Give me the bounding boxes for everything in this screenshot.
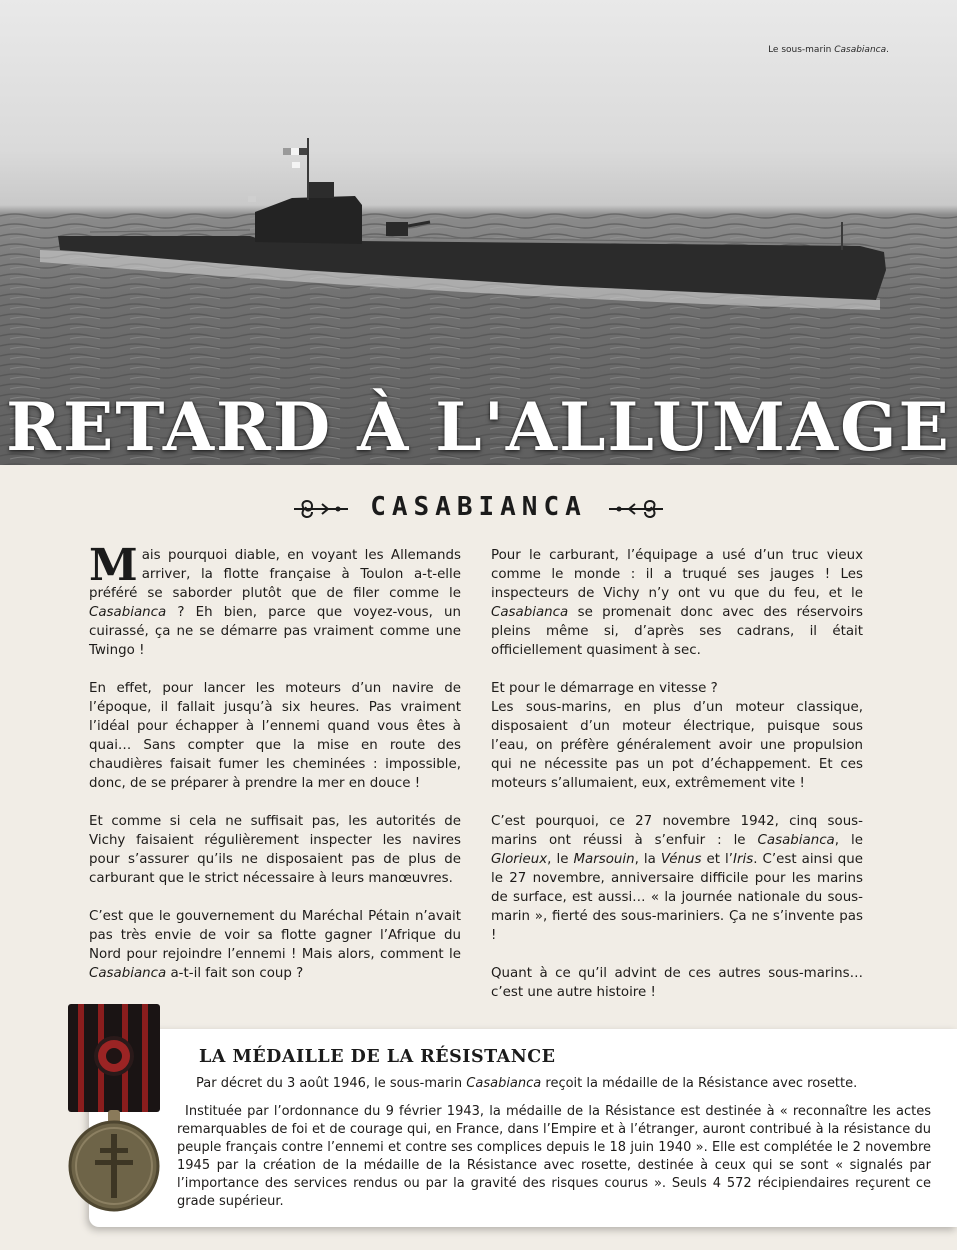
paragraph: C’est pourquoi, ce 27 novembre 1942, cinq sous-marins ont réussi à s’enfuir : le Casabianca, le Glorieux, le Marsouin, la Vénus et l’Iris. C’est ainsi que le 27 novembre, anniversaire difficile pour les marins de surface, est aussi… « la journée nationale du sous-marin », fierté des sous-mariniers. Ça ne s’invente pas ! <box>491 814 864 943</box>
box-lead: Par décret du 3 août 1946, le sous-marin Casabianca reçoit la médaille de la Résistance avec rosette. <box>196 1076 858 1091</box>
paragraph: Et comme si cela ne suffisait pas, les autorités de Vichy faisaient régulièrement inspecter les navires pour s’assurer qu’ils ne disposaient pas de plus de carburant que le strict nécessaire à leurs manœuvres. <box>89 814 461 886</box>
right-ornament-icon <box>607 494 665 524</box>
subtitle-row <box>0 490 957 530</box>
paragraph: C’est que le gouvernement du Maréchal Pétain n’avait pas très envie de voir sa flotte gagner l’Afrique du Nord pour rejoindre l’ennemi ! Mais alors, comment le Casabianca a-t-il fait son coup ? <box>89 909 461 981</box>
submarine-photo <box>0 0 957 465</box>
photo-caption: Le sous-marin Casabianca. <box>768 45 889 55</box>
right-column <box>491 546 863 1021</box>
drop-cap: M <box>89 540 138 591</box>
medal-info-box <box>89 1029 957 1227</box>
box-title: LA MÉDAILLE DE LA RÉSISTANCE <box>199 1047 556 1067</box>
paragraph: Et pour le démarrage en vitesse ? Les sous-marins, en plus d’un moteur classique, disposaient d’un moteur électrique, puisque sous l’eau, on préfère généralement avoir une propulsion qui ne nécessite pas un pot d’échappement. Et ces moteurs s’allumaient, eux, extrêmement vite ! <box>491 681 863 791</box>
medal-icon <box>60 1004 168 1214</box>
paragraph: Quant à ce qu’il advint de ces autres sous-marins… c’est une autre histoire ! <box>491 966 863 1000</box>
paragraph: Pour le carburant, l’équipage a usé d’un truc vieux comme le monde : il a truqué ses jauges ! Les inspecteurs de Vichy n’y ont vu que du feu, et le Casabianca se promenait donc avec des réservoirs pleins même si, d’après ses cadrans, il était officiellement quasiment à sec. <box>491 548 863 658</box>
paragraph: En effet, pour lancer les moteurs d’un navire de l’époque, il fallait jusqu’à six heures. Pas vraiment l’idéal pour échapper à l’ennemi quand vous êtes à quai… Sans compter que la mise en route des chaudières faisait fumer les cheminées : impossible, donc, de se préparer à prendre la mer en douce ! <box>89 681 461 791</box>
page-title: RETARD À L'ALLUMAGE <box>6 388 951 465</box>
paragraph: Mais pourquoi diable, en voyant les Allemands arriver, la flotte française à Toulon a-t-elle préféré se saborder plutôt que de filer comme le Casabianca ? Eh bien, parce que voyez-vous, un cuirassé, ça ne se démarre pas vraiment comme une Twingo ! <box>89 540 461 658</box>
left-column <box>89 540 461 1002</box>
subtitle: CASABIANCA <box>370 492 587 522</box>
box-body: Instituée par l’ordonnance du 9 février 1943, la médaille de la Résistance est destinée à « reconnaître les actes remarquables de foi et de courage qui, en France, dans l’Empire et à l’étranger, auront contribué à la résistance du peuple français contre l’ennemi et contre ses complices depuis le 18 juin 1940 ». Elle est complétée le 2 novembre 1945 par la création de la médaille de la Résistance avec rosette, destinée à ceux qui se sont « signalés par l’importance des services rendus ou par la gravité des risques courus ». Seuls 4 572 récipiendaires reçurent ce grade supérieur. <box>177 1104 931 1209</box>
